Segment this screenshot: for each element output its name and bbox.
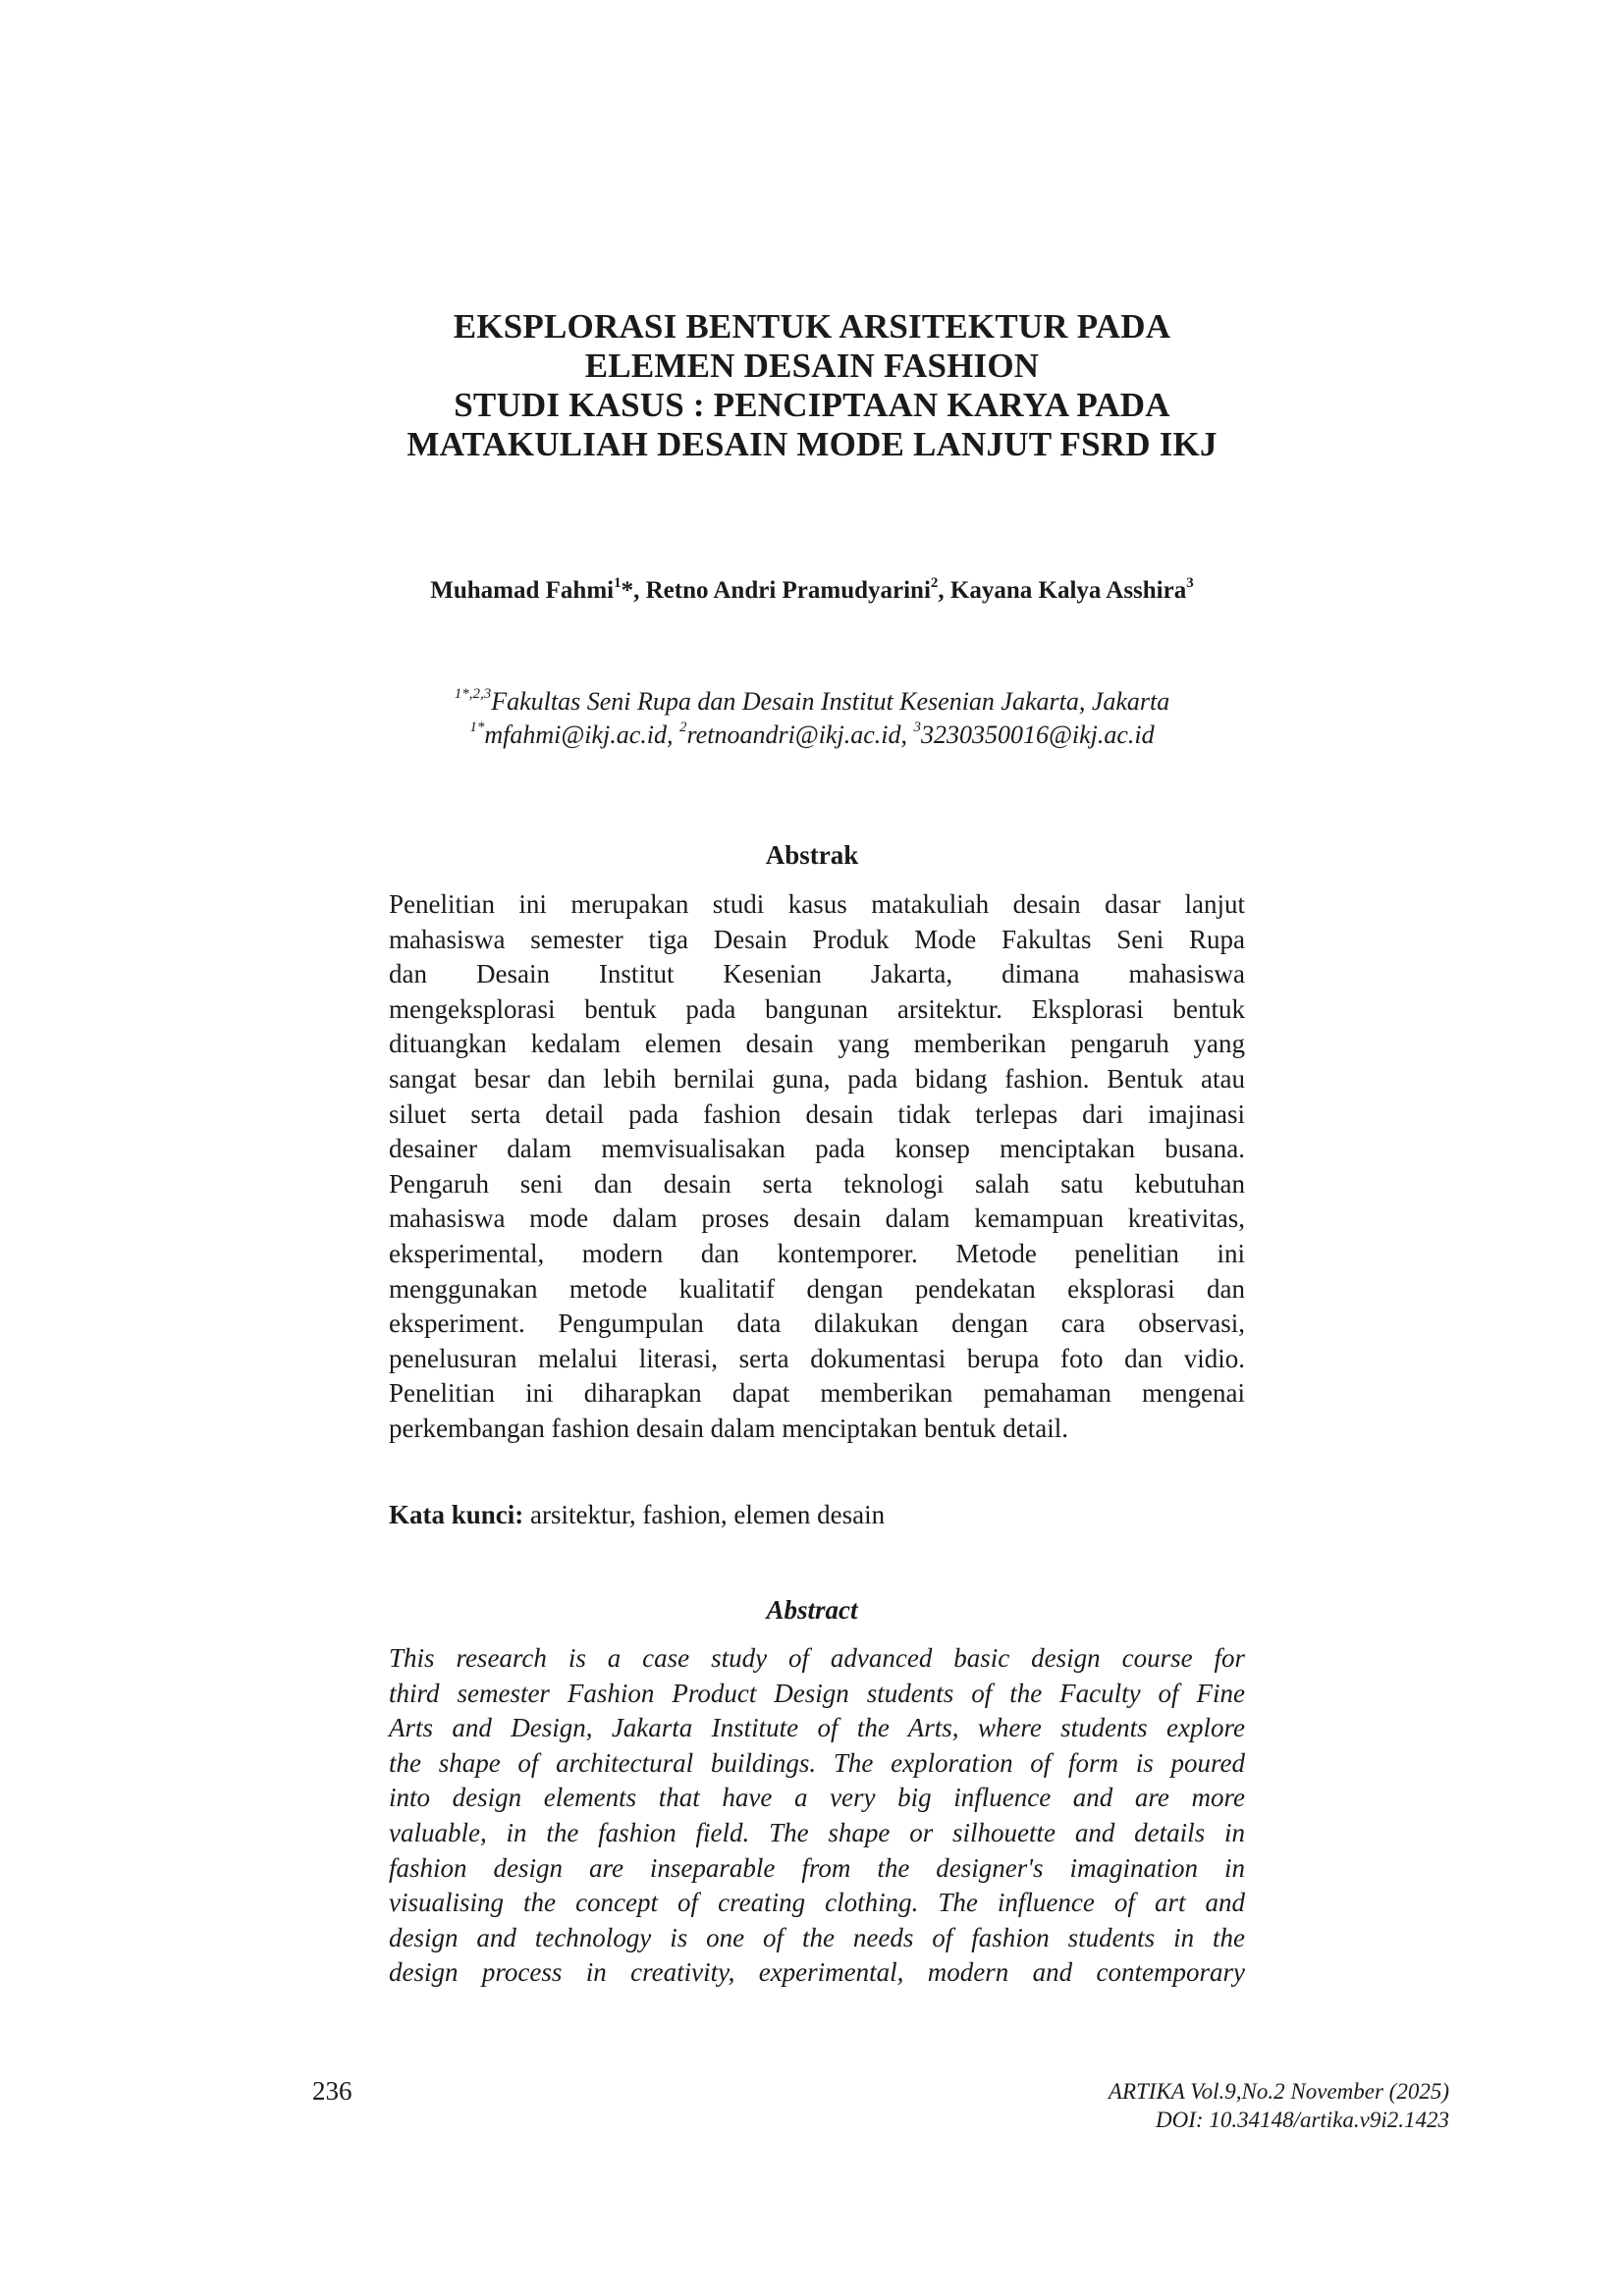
abstrak-line: desainer dalam memvisualisakan pada konsep menciptakan busana. [389, 1134, 1245, 1164]
email-line [0, 719, 1624, 752]
author-affiliation-marker: 1 [614, 574, 622, 591]
abstrak-line: mahasiswa semester tiga Desain Produk Mode Fakultas Seni Rupa [389, 924, 1245, 954]
abstract-line: design and technology is one of the needs of fashion students in the [389, 1922, 1245, 1952]
title-line: EKSPLORASI BENTUK ARSITEKTUR PADA [453, 307, 1171, 346]
author-name: Muhamad Fahmi [430, 577, 615, 604]
author-affiliation-marker: 3 [1186, 574, 1194, 591]
author-name: Retno Andri Pramudyarini [645, 577, 931, 604]
corresponding-author-mark: * [621, 577, 634, 604]
email-address: mfahmi@ikj.ac.id, [484, 721, 680, 749]
keywords-value: arsitektur, fashion, elemen desain [523, 1500, 886, 1529]
journal-citation: ARTIKA Vol.9,No.2 November (2025) [1108, 2079, 1449, 2104]
abstrak-heading: Abstrak [765, 840, 859, 870]
abstrak-line: perkembangan fashion desain dalam menciptakan bentuk detail. [389, 1413, 1069, 1443]
abstrak-line: siluet serta detail pada fashion desain tidak terlepas dari imajinasi [389, 1098, 1245, 1129]
keywords [389, 1499, 885, 1530]
abstract-line: valuable, in the fashion field. The shape or silhouette and details in [389, 1817, 1245, 1847]
author-list [0, 576, 1624, 606]
author-affiliation-marker: 2 [930, 574, 939, 591]
abstrak-text [389, 887, 1245, 1447]
affiliation-marker: 1*,2,3 [454, 686, 492, 703]
abstract-line: into design elements that have a very big influence and are more [389, 1783, 1245, 1813]
doi-text: DOI: 10.34148/artika.v9i2.1423 [1156, 2108, 1449, 2132]
title-line: MATAKULIAH DESAIN MODE LANJUT FSRD IKJ [406, 425, 1218, 463]
abstrak-line: menggunakan metode kualitatif dengan pendekatan eksplorasi dan [389, 1273, 1245, 1304]
abstrak-line: Penelitian ini diharapkan dapat memberikan pemahaman mengenai [389, 1378, 1245, 1409]
email-marker: 1* [469, 720, 485, 736]
abstrak-line: sangat besar dan lebih bernilai guna, pada bidang fashion. Bentuk atau [389, 1063, 1245, 1094]
abstrak-line: eksperimental, modern dan kontemporer. Metode penelitian ini [389, 1238, 1245, 1268]
abstract-line: This research is a case study of advanced basic design course for [389, 1643, 1245, 1673]
affiliation-text: Fakultas Seni Rupa dan Desain Institut Kesenian Jakarta, Jakarta [491, 687, 1170, 716]
author-separator: , [938, 577, 950, 604]
title-line: STUDI KASUS : PENCIPTAAN KARYA PADA [454, 386, 1170, 424]
abstract-heading: Abstract [766, 1595, 858, 1625]
journal-footer [1109, 2077, 1449, 2134]
abstrak-line: Pengaruh seni dan desain serta teknologi salah satu kebutuhan [389, 1168, 1245, 1199]
abstract-line: third semester Fashion Product Design students of the Faculty of Fine [389, 1678, 1245, 1708]
abstrak-line: dituangkan kedalam elemen desain yang memberikan pengaruh yang [389, 1029, 1245, 1059]
affiliation-block [0, 685, 1624, 752]
author-separator: , [633, 577, 646, 604]
abstract-line: the shape of architectural buildings. The exploration of form is poured [389, 1747, 1245, 1778]
abstrak-line: eksperiment. Pengumpulan data dilakukan dengan cara observasi, [389, 1308, 1245, 1339]
abstract-line: fashion design are inseparable from the designer's imagination in [389, 1852, 1245, 1883]
abstrak-line: dan Desain Institut Kesenian Jakarta, dimana mahasiswa [389, 959, 1245, 989]
abstract-line: Arts and Design, Jakarta Institute of the Arts, where students explore [389, 1713, 1245, 1743]
abstrak-line: penelusuran melalui literasi, serta dokumentasi berupa foto dan vidio. [389, 1343, 1245, 1373]
email-address: 3230350016@ikj.ac.id [920, 721, 1155, 749]
abstract-line: visualising the concept of creating clothing. The influence of art and [389, 1888, 1245, 1918]
abstrak-line: Penelitian ini merupakan studi kasus matakuliah desain dasar lanjut [389, 889, 1245, 919]
page-number: 236 [312, 2076, 352, 2106]
email-marker: 3 [913, 720, 921, 736]
affiliation-line [0, 685, 1624, 719]
abstrak-line: mahasiswa mode dalam proses desain dalam kemampuan kreativitas, [389, 1203, 1245, 1234]
abstract-line: design process in creativity, experimental, modern and contemporary [389, 1957, 1245, 1988]
author-name: Kayana Kalya Asshira [949, 577, 1187, 604]
abstract-text [389, 1641, 1245, 1991]
title-line: ELEMEN DESAIN FASHION [584, 347, 1040, 385]
email-marker: 2 [679, 720, 687, 736]
abstrak-line: mengeksplorasi bentuk pada bangunan arsitektur. Eksplorasi bentuk [389, 993, 1245, 1024]
paper-title [0, 307, 1624, 464]
keywords-label: Kata kunci: [389, 1500, 524, 1529]
email-address: retnoandri@ikj.ac.id, [686, 721, 914, 749]
